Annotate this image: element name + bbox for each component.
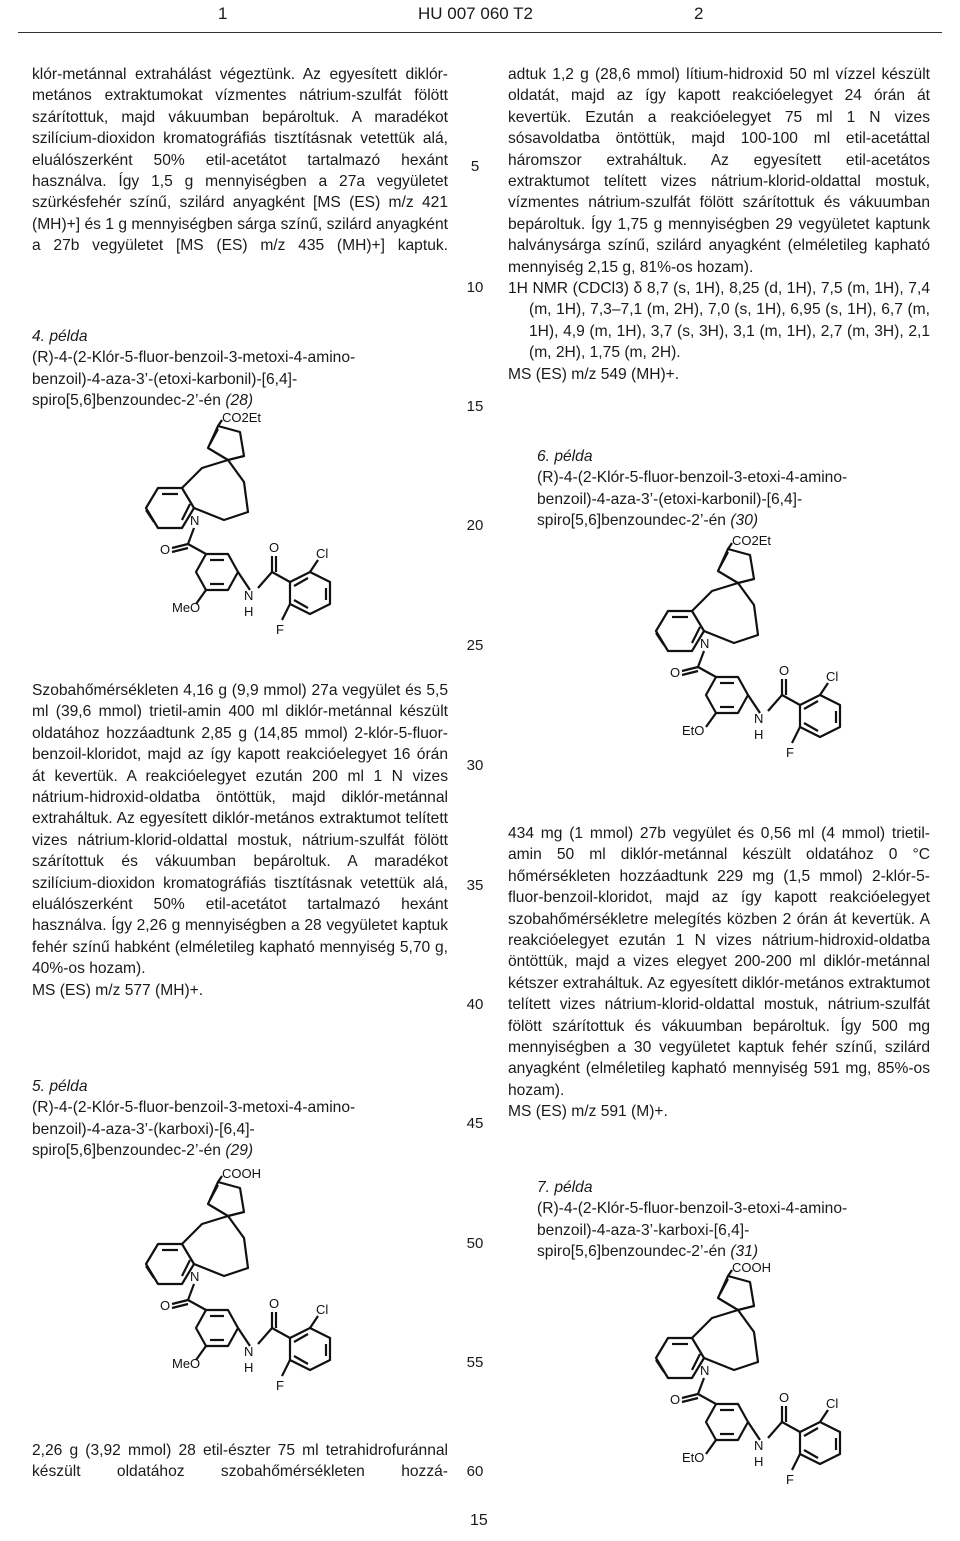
substituent-label: CO2Et: [732, 533, 772, 548]
header-rule: [18, 32, 942, 33]
bond: [188, 1284, 194, 1300]
paragraph-text: klór-metánnal extrahálást végeztünk. Az egyesített diklór-metános extraktumokat vízmentes nátrium-szulfát fölött szárítottuk, majd vákuumban bepároltuk. A maradékot szilícium-dioxidon kromatográfiás tisztításnak vetettük alá, eluálószerként 50% etil-acetátot tartalmazó hexánt használva. Így 1,5 g mennyiségben a 27a vegyületet szürkésfehér színű, szilárd anyagként [MS (ES) m/z 421 (MH)+] és 1 g mennyiségben sárga színű, szilárd anyagként a 27b vegyületet [MS (ES) m/z 435 (MH)+] kaptuk.: [32, 66, 448, 255]
line-number: 35: [466, 877, 484, 894]
example-5-heading: [32, 1076, 452, 1162]
chlorine-label: Cl: [316, 546, 329, 561]
bond: [706, 1440, 716, 1454]
substituent-label: COOH: [222, 1166, 261, 1181]
left-paragraph-1: [32, 64, 448, 257]
nitrogen-label: N: [190, 513, 200, 528]
line-number: 60: [466, 1463, 484, 1480]
double-bond: [210, 1185, 218, 1200]
bond: [698, 651, 704, 667]
bond: [706, 713, 716, 727]
oxygen-label: O: [160, 1298, 171, 1313]
chlorofluorophenyl-ring: [800, 1422, 840, 1464]
left-page-number: 1: [218, 4, 228, 23]
fluorine-label: F: [786, 745, 794, 760]
chlorine-label: Cl: [316, 1302, 329, 1317]
example-4-heading: [32, 326, 452, 412]
bond: [258, 572, 272, 588]
document-id: HU 007 060 T2: [418, 4, 533, 23]
alkoxy-label: EtO: [682, 1450, 705, 1465]
structure-31: [620, 1260, 920, 1520]
bond: [792, 727, 800, 743]
bond: [272, 572, 290, 582]
double-bond: [656, 633, 664, 645]
bond: [188, 1300, 206, 1310]
example-6-heading: [537, 446, 937, 532]
compound-name-line: benzoil)-4-aza-3’-(karboxi)-[6,4]-: [32, 1120, 255, 1138]
double-bond: [682, 1398, 698, 1402]
example-label: 6. példa: [537, 448, 593, 465]
line-number: 5: [470, 158, 480, 175]
cyclopentene-ring: [208, 1182, 244, 1216]
nitrogen-label: N: [754, 711, 764, 726]
oxygen-label: O: [160, 542, 171, 557]
line-number: 15: [466, 398, 484, 415]
bond: [782, 695, 800, 705]
example-label: 7. példa: [537, 1179, 593, 1196]
nitrogen-label: N: [754, 1438, 764, 1453]
hydrogen-label: H: [244, 604, 254, 619]
bond: [698, 1394, 716, 1404]
right-paragraph-2: [508, 823, 930, 1123]
bond: [258, 1328, 272, 1344]
compound-name-line: (R)-4-(2-Klór-5-fluor-benzoil-3-etoxi-4-amino-: [537, 469, 848, 487]
paragraph-text: 434 mg (1 mmol) 27b vegyület és 0,56 ml (4 mmol) trietil-amin 50 ml diklór-metánnal készült oldatához 0 °C hőmérsékleten hozzáadtunk 229 mg (1,5 mmol) 2-klór-5-fluor-benzoil-kloridot, majd az így kapott reakcióelegyet szobahőmérsékletre melegítés közben 2 órán át kevertük. A reakcióelegyet ezután 1 N vizes nátrium-hidroxid-oldatba öntöttük, majd a vizes elegyet 200-200 ml diklór-metánnal kétszer extraháltuk. Az egyesített diklór-metános extraktumot telített vizes nátrium-klorid-oldattal mostuk, nátrium-szulfát fölött szárítottuk és vákuumban bepároltuk. Így 500 mg mennyiségben a 30 vegyületet kaptuk fehér színű, szilárd anyagként (elméletileg kapható mennyiség 591 mg, 85%-os hozam).: [508, 825, 930, 1099]
hydrogen-label: H: [754, 1454, 764, 1469]
hydrogen-label: H: [754, 727, 764, 742]
double-bond: [656, 1360, 664, 1372]
compound-name-line: (R)-4-(2-Klór-5-fluor-benzoil-3-metoxi-4-amino-: [32, 1099, 356, 1117]
footer-page-number: 15: [470, 1512, 488, 1529]
double-bond: [720, 552, 728, 567]
compound-name-line: spiro[5,6]benzoundec-2’-én: [32, 392, 221, 410]
compound-number: (30): [730, 512, 759, 530]
fluorine-label: F: [276, 1378, 284, 1393]
oxygen-label: O: [670, 1392, 681, 1407]
nitrogen-label: N: [700, 636, 710, 651]
cyclopentene-ring: [208, 426, 244, 460]
ms-result: MS (ES) m/z 549 (MH)+.: [508, 365, 680, 383]
line-number: 30: [466, 757, 484, 774]
compound-name-line: spiro[5,6]benzoundec-2’-én: [537, 512, 726, 530]
double-bond: [146, 510, 154, 522]
example-7-heading: [537, 1177, 937, 1263]
bond: [188, 544, 206, 554]
left-paragraph-2: [32, 680, 448, 1001]
compound-number: (28): [225, 392, 254, 410]
ms-result: MS (ES) m/z 577 (MH)+.: [32, 981, 204, 999]
line-number: 45: [466, 1115, 484, 1132]
substituent-label: COOH: [732, 1260, 771, 1275]
cyclopentene-ring: [718, 549, 754, 583]
compound-name-line: (R)-4-(2-Klór-5-fluor-benzoil-3-metoxi-4-amino-: [32, 349, 356, 367]
compound-name-line: benzoil)-4-aza-3’-karboxi-[6,4]-: [537, 1221, 750, 1239]
bond: [282, 604, 290, 620]
line-number: 25: [466, 637, 484, 654]
double-bond: [682, 671, 698, 675]
bond: [782, 1422, 800, 1432]
fluorine-label: F: [276, 622, 284, 637]
double-bond: [210, 429, 218, 444]
compound-name-line: spiro[5,6]benzoundec-2’-én: [537, 1243, 726, 1261]
ms-result: MS (ES) m/z 591 (M)+.: [508, 1103, 668, 1121]
right-page-number: 2: [694, 4, 704, 23]
compound-name-line: benzoil)-4-aza-3’-(etoxi-karbonil)-[6,4]-: [537, 490, 803, 508]
bond: [310, 560, 318, 572]
bond: [172, 544, 188, 548]
nmr-data: 1H NMR (CDCl3) δ 8,7 (s, 1H), 8,25 (d, 1H), 7,5 (m, 1H), 7,4 (m, 1H), 7,3–7,1 (m, 2H), 7,0 (s, 1H), 6,95 (s, 1H), 6,7 (m, 1H), 4,9 (m, 1H), 3,7 (s, 3H), 3,1 (m, 1H), 2,7 (m, 3H), 2,1 (m, 2H), 1,75 (m, 2H).: [508, 280, 930, 362]
left-paragraph-3: [32, 1440, 448, 1483]
structure-30: [620, 533, 920, 793]
chlorofluorophenyl-ring: [290, 572, 330, 614]
double-bond: [172, 1304, 188, 1308]
line-number: 50: [466, 1235, 484, 1252]
bond: [768, 695, 782, 711]
double-bond: [172, 548, 188, 552]
bond: [310, 1316, 318, 1328]
alkoxy-label: MeO: [172, 1356, 201, 1371]
nitrogen-label: N: [244, 1344, 254, 1359]
bond: [698, 1378, 704, 1394]
compound-name-line: benzoil)-4-aza-3’-(etoxi-karbonil)-[6,4]-: [32, 370, 298, 388]
bond: [768, 1422, 782, 1438]
bond: [682, 667, 698, 671]
bond: [820, 1410, 828, 1422]
chlorine-label: Cl: [826, 1396, 839, 1411]
bond: [698, 667, 716, 677]
hydrogen-label: H: [244, 1360, 254, 1375]
bond: [682, 1394, 698, 1398]
chlorine-label: Cl: [826, 669, 839, 684]
line-number: 40: [466, 996, 484, 1013]
nitrogen-label: N: [190, 1269, 200, 1284]
line-number: 10: [466, 279, 484, 296]
oxygen-label: O: [269, 540, 280, 555]
bond: [820, 683, 828, 695]
paragraph-text: adtuk 1,2 g (28,6 mmol) lítium-hidroxid 50 ml vízzel készült oldatát, majd az így kapott reakcióelegyet 24 órán át kevertük. Ezután a reakcióelegyet 75 ml 1 N vizes sósavoldatba öntöttük, majd 100-100 ml etil-acetáttal háromszor extraháltuk. Az egyesített etil-acetátos extraktumot telített vizes nátrium-klorid-oldattal mostuk, vízmentes nátrium-szulfát fölött szárítottuk és vákuumban bepároltuk. Így 1,75 g mennyiségben 29 vegyületet kaptunk halványsárga színű, szilárd anyagként (elméletileg kapható mennyiség 2,15 g, 81%-os hozam).: [508, 66, 930, 276]
oxygen-label: O: [779, 663, 790, 678]
line-number: 20: [466, 517, 484, 534]
oxygen-label: O: [670, 665, 681, 680]
alkoxy-label: MeO: [172, 600, 201, 615]
right-paragraph-1: [508, 64, 930, 385]
example-label: 5. példa: [32, 1078, 88, 1095]
paragraph-text: Szobahőmérsékleten 4,16 g (9,9 mmol) 27a vegyület és 5,5 ml (39,6 mmol) trietil-amin 400 ml diklór-metánnal készült oldatához hozzáadtunk 2,85 g (14,85 mmol) 2-klór-5-fluor-benzoil-kloridot, majd az így kapott reakcióelegyet 16 órán át kevertük. A reakcióelegyet ezután 200 ml 1 N vizes nátrium-hidroxid-oldatba öntöttük, majd diklór-metánnal extraháltuk. Az egyesített diklór-metános extraktumot telített vizes nátrium-klorid-oldattal mostuk, nátrium-szulfát fölött szárítottuk és vákuumban bepároltuk. A maradékot szilícium-dioxidon kromatográfiás tisztításnak vetettük alá, eluálószerként 50% etil-acetátot tartalmazó hexánt használva. Így 2,26 g mennyiségben a 28 vegyületet kaptuk fehér színű habként (elméletileg kapható mennyiség 5,70 g, 40%-os hozam).: [32, 682, 448, 978]
compound-name-line: spiro[5,6]benzoundec-2’-én: [32, 1142, 221, 1160]
compound-name-line: (R)-4-(2-Klór-5-fluor-benzoil-3-etoxi-4-amino-: [537, 1200, 848, 1218]
bond: [188, 528, 194, 544]
nitrogen-label: N: [244, 588, 254, 603]
bond: [792, 1454, 800, 1470]
line-number: 55: [466, 1354, 484, 1371]
structure-28: [110, 410, 410, 670]
double-bond: [146, 1266, 154, 1278]
chlorofluorophenyl-ring: [290, 1328, 330, 1370]
fluorine-label: F: [786, 1472, 794, 1487]
bond: [282, 1360, 290, 1376]
bond: [172, 1300, 188, 1304]
cyclopentene-ring: [718, 1276, 754, 1310]
oxygen-label: O: [779, 1390, 790, 1405]
bond: [272, 1328, 290, 1338]
nitrogen-label: N: [700, 1363, 710, 1378]
compound-number: (31): [730, 1243, 759, 1261]
structure-29: [110, 1166, 410, 1426]
substituent-label: CO2Et: [222, 410, 262, 425]
double-bond: [720, 1279, 728, 1294]
paragraph-text: 2,26 g (3,92 mmol) 28 etil-észter 75 ml tetrahidrofuránnal készült oldatához szobahőmérsékleten hozzá-: [32, 1442, 448, 1481]
alkoxy-label: EtO: [682, 723, 705, 738]
oxygen-label: O: [269, 1296, 280, 1311]
example-label: 4. példa: [32, 328, 88, 345]
chlorofluorophenyl-ring: [800, 695, 840, 737]
compound-number: (29): [225, 1142, 254, 1160]
